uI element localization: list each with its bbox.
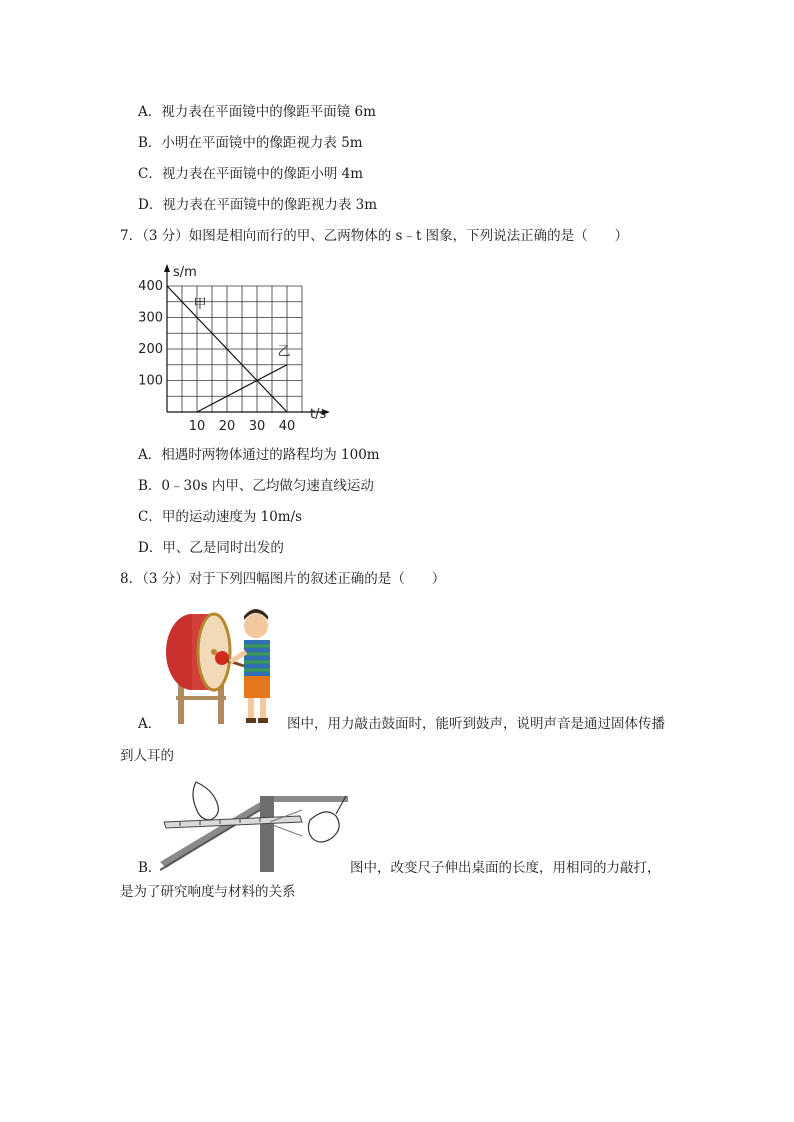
series-label-2: 乙	[277, 344, 291, 360]
q7-option-c: C．甲的运动速度为 10m/s	[138, 509, 303, 525]
q8-option-b-label: B．	[138, 860, 162, 876]
x-axis-label: t/s	[310, 407, 327, 422]
ruler-table-illustration	[160, 776, 348, 872]
y-tick-label: 300	[138, 310, 163, 326]
q6-option-b: B．小明在平面镜中的像距视力表 5m	[138, 135, 363, 151]
q7-option-a: A．相遇时两物体通过的路程均为 100m	[138, 447, 380, 463]
y-axis-label: s/m	[173, 265, 197, 280]
st-graph	[138, 262, 338, 434]
q6-option-d: D．视力表在平面镜中的像距视力表 3m	[138, 197, 378, 213]
q6-option-a: A．视力表在平面镜中的像距平面镜 6m	[138, 104, 376, 120]
q7-stem: 7．（3 分）如图是相向而行的甲、乙两物体的 s﹣t 图象，下列说法正确的是（ ）	[120, 228, 629, 244]
drum-boy-illustration	[160, 600, 286, 726]
y-axis-arrow	[164, 264, 170, 272]
x-tick-label: 30	[248, 419, 266, 434]
x-tick-label: 40	[278, 419, 296, 434]
q7-option-d: D．甲、乙是同时出发的	[138, 540, 284, 556]
q8-option-a-text: 图中，用力敲击鼓面时，能听到鼓声，说明声音是通过固体传播	[287, 716, 665, 732]
y-tick-label: 400	[138, 279, 163, 294]
q7-option-b: B．0﹣30s 内甲、乙均做匀速直线运动	[138, 478, 374, 494]
x-tick-label: 20	[218, 419, 236, 434]
y-tick-label: 100	[138, 373, 163, 389]
q8-option-b-text: 图中，改变尺子伸出桌面的长度，用相同的力敲打，	[350, 860, 661, 876]
st-graph-svg	[138, 262, 338, 434]
x-tick-label: 10	[188, 419, 206, 434]
series-label-1: 甲	[193, 297, 207, 313]
q6-option-c: C．视力表在平面镜中的像距小明 4m	[138, 166, 364, 182]
q8-option-b-continuation: 是为了研究响度与材料的关系	[120, 884, 296, 900]
q8-option-a-continuation: 到人耳的	[120, 748, 174, 764]
y-tick-label: 200	[138, 342, 163, 357]
q8-stem: 8．（3 分）对于下列四幅图片的叙述正确的是（ ）	[120, 571, 446, 587]
q8-option-a-label: A．	[138, 716, 162, 732]
